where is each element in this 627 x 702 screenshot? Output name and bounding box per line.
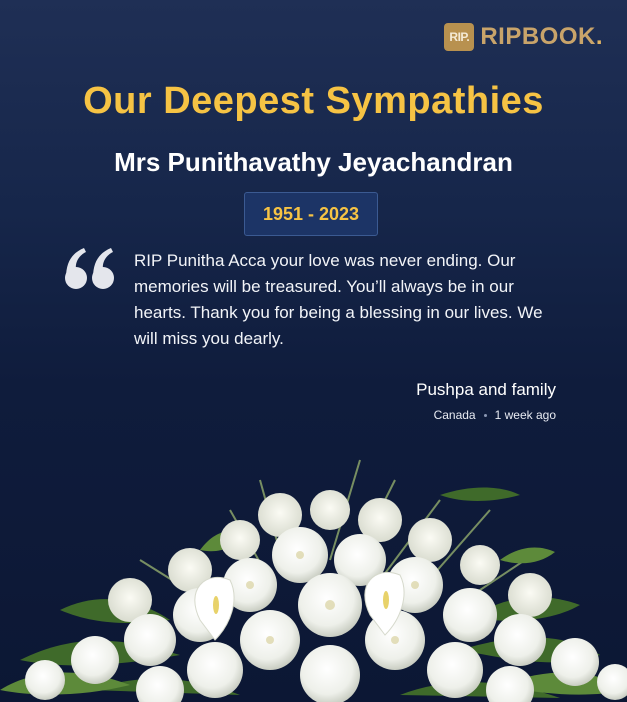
condolence-message: RIP Punitha Acca your love was never ending. Our memories will be treasured. You’ll always be in our hearts. Thank you for being a blessing in our lives. We will miss you dearly. bbox=[134, 251, 543, 348]
author-name: Pushpa and family bbox=[416, 380, 556, 399]
headline: Our Deepest Sympathies bbox=[83, 80, 544, 122]
quote-open-icon bbox=[64, 244, 116, 292]
ripbook-logo[interactable] bbox=[444, 22, 603, 52]
author-location: Canada bbox=[433, 408, 476, 422]
logo-badge: RIP. bbox=[444, 23, 474, 51]
logo-text bbox=[480, 23, 603, 51]
deceased-name: Mrs Punithavathy Jeyachandran bbox=[114, 147, 513, 177]
post-time: 1 week ago bbox=[494, 408, 556, 422]
meta-separator bbox=[484, 414, 487, 417]
years-badge: 1951 - 2023 bbox=[244, 192, 378, 236]
logo-dot: . bbox=[595, 23, 603, 50]
flower-arrangement-image bbox=[0, 440, 627, 702]
logo-wordmark: RIPBOOK bbox=[480, 23, 596, 50]
author-meta bbox=[434, 408, 556, 422]
